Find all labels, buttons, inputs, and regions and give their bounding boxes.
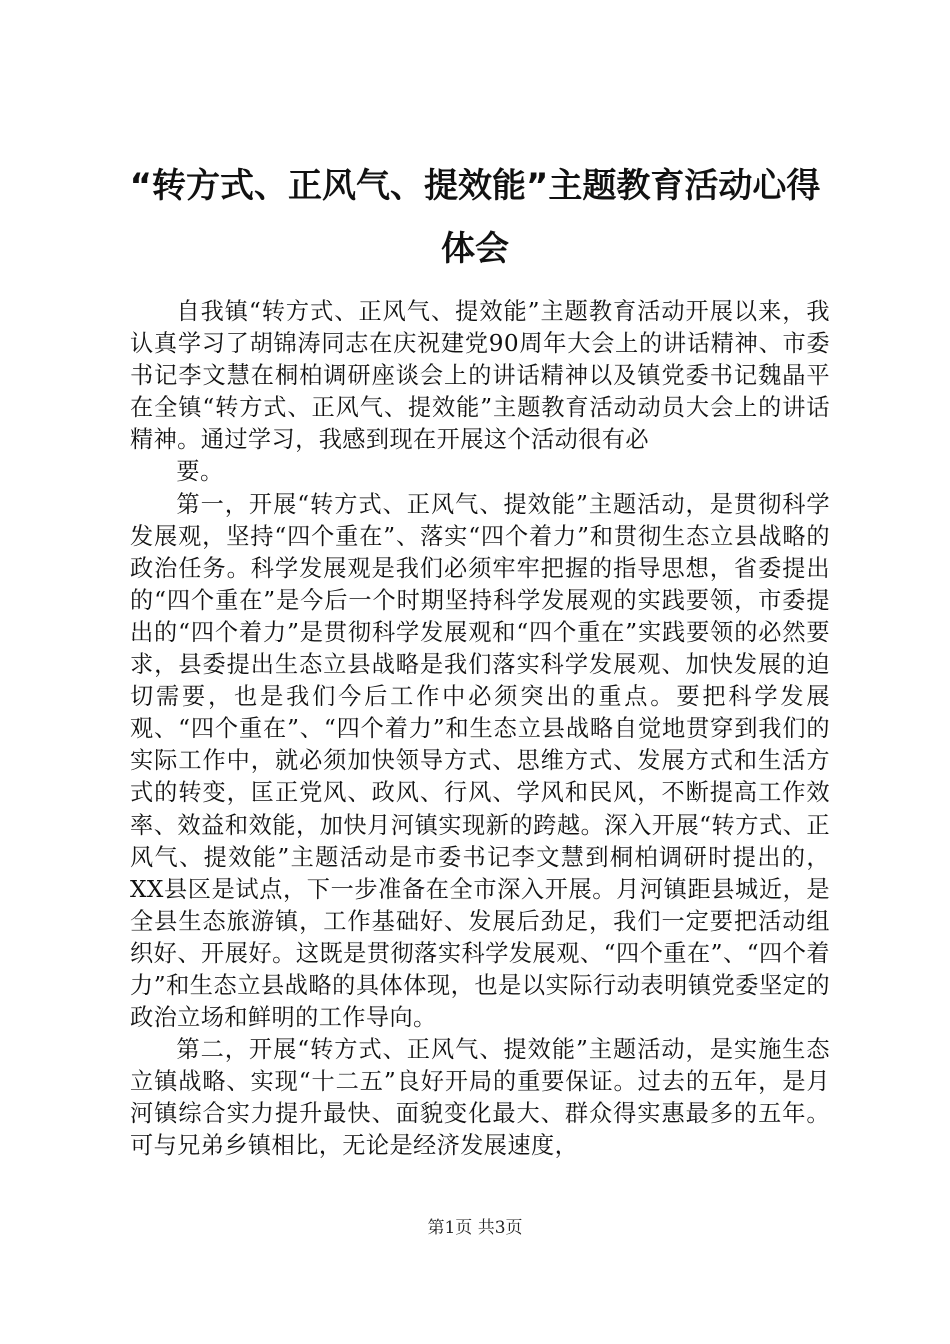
page-indicator: 第1页 共3页 <box>427 1218 523 1238</box>
document-title: “转方式、正风气、提效能”主题教育活动心得体会 <box>129 166 821 269</box>
document-body <box>130 296 830 1163</box>
page-footer <box>0 1216 950 1240</box>
paragraph-first-point: 第一，开展“转方式、正风气、提效能”主题活动，是贯彻科学发展观，坚持“四个重在”、落实“四个着力”和贯彻生态立县战略的政治任务。科学发展观是我们必须牢牢把握的指导思想，省委提出的“四个重在”是今后一个时期坚持科学发展观的实践要领，市委提出的“四个着力”是贯彻科学发展观和“四个重在”实践要领的必然要求，县委提出生态立县战略是我们落实科学发展观、加快发展的迫切需要，也是我们今后工作中必须突出的重点。要把科学发展观、“四个重在”、“四个着力”和生态立县战略自觉地贯穿到我们的实际工作中，就必须加快领导方式、思维方式、发展方式和生活方式的转变，匡正党风、政风、行风、学风和民风，不断提高工作效率、效益和效能，加快月河镇实现新的跨越。深入开展“转方式、正风气、提效能”主题活动是市委书记李文慧到桐柏调研时提出的，XX县区是试点，下一步准备在全市深入开展。月河镇距县城近，是全县生态旅游镇，工作基础好、发展后劲足，我们一定要把活动组织好、开展好。这既是贯彻落实科学发展观、“四个重在”、“四个着力”和生态立县战略的具体体现，也是以实际行动表明镇党委坚定的政治立场和鲜明的工作导向。 <box>130 490 830 1032</box>
paragraph-intro-continuation: 要。 <box>176 458 224 486</box>
paragraph-second-point: 第二，开展“转方式、正风气、提效能”主题活动，是实施生态立镇战略、实现“十二五”良好开局的重要保证。过去的五年，是月河镇综合实力提升最快、面貌变化最大、群众得实惠最多的五年。可与兄弟乡镇相比，无论是经济发展速度， <box>130 1036 830 1160</box>
paragraph-intro: 自我镇“转方式、正风气、提效能”主题教育活动开展以来，我认真学习了胡锦涛同志在庆祝建党90周年大会上的讲话精神、市委书记李文慧在桐柏调研座谈会上的讲话精神以及镇党委书记魏晶平在全镇“转方式、正风气、提效能”主题教育活动动员大会上的讲话精神。通过学习，我感到现在开展这个活动很有必 <box>130 298 830 454</box>
